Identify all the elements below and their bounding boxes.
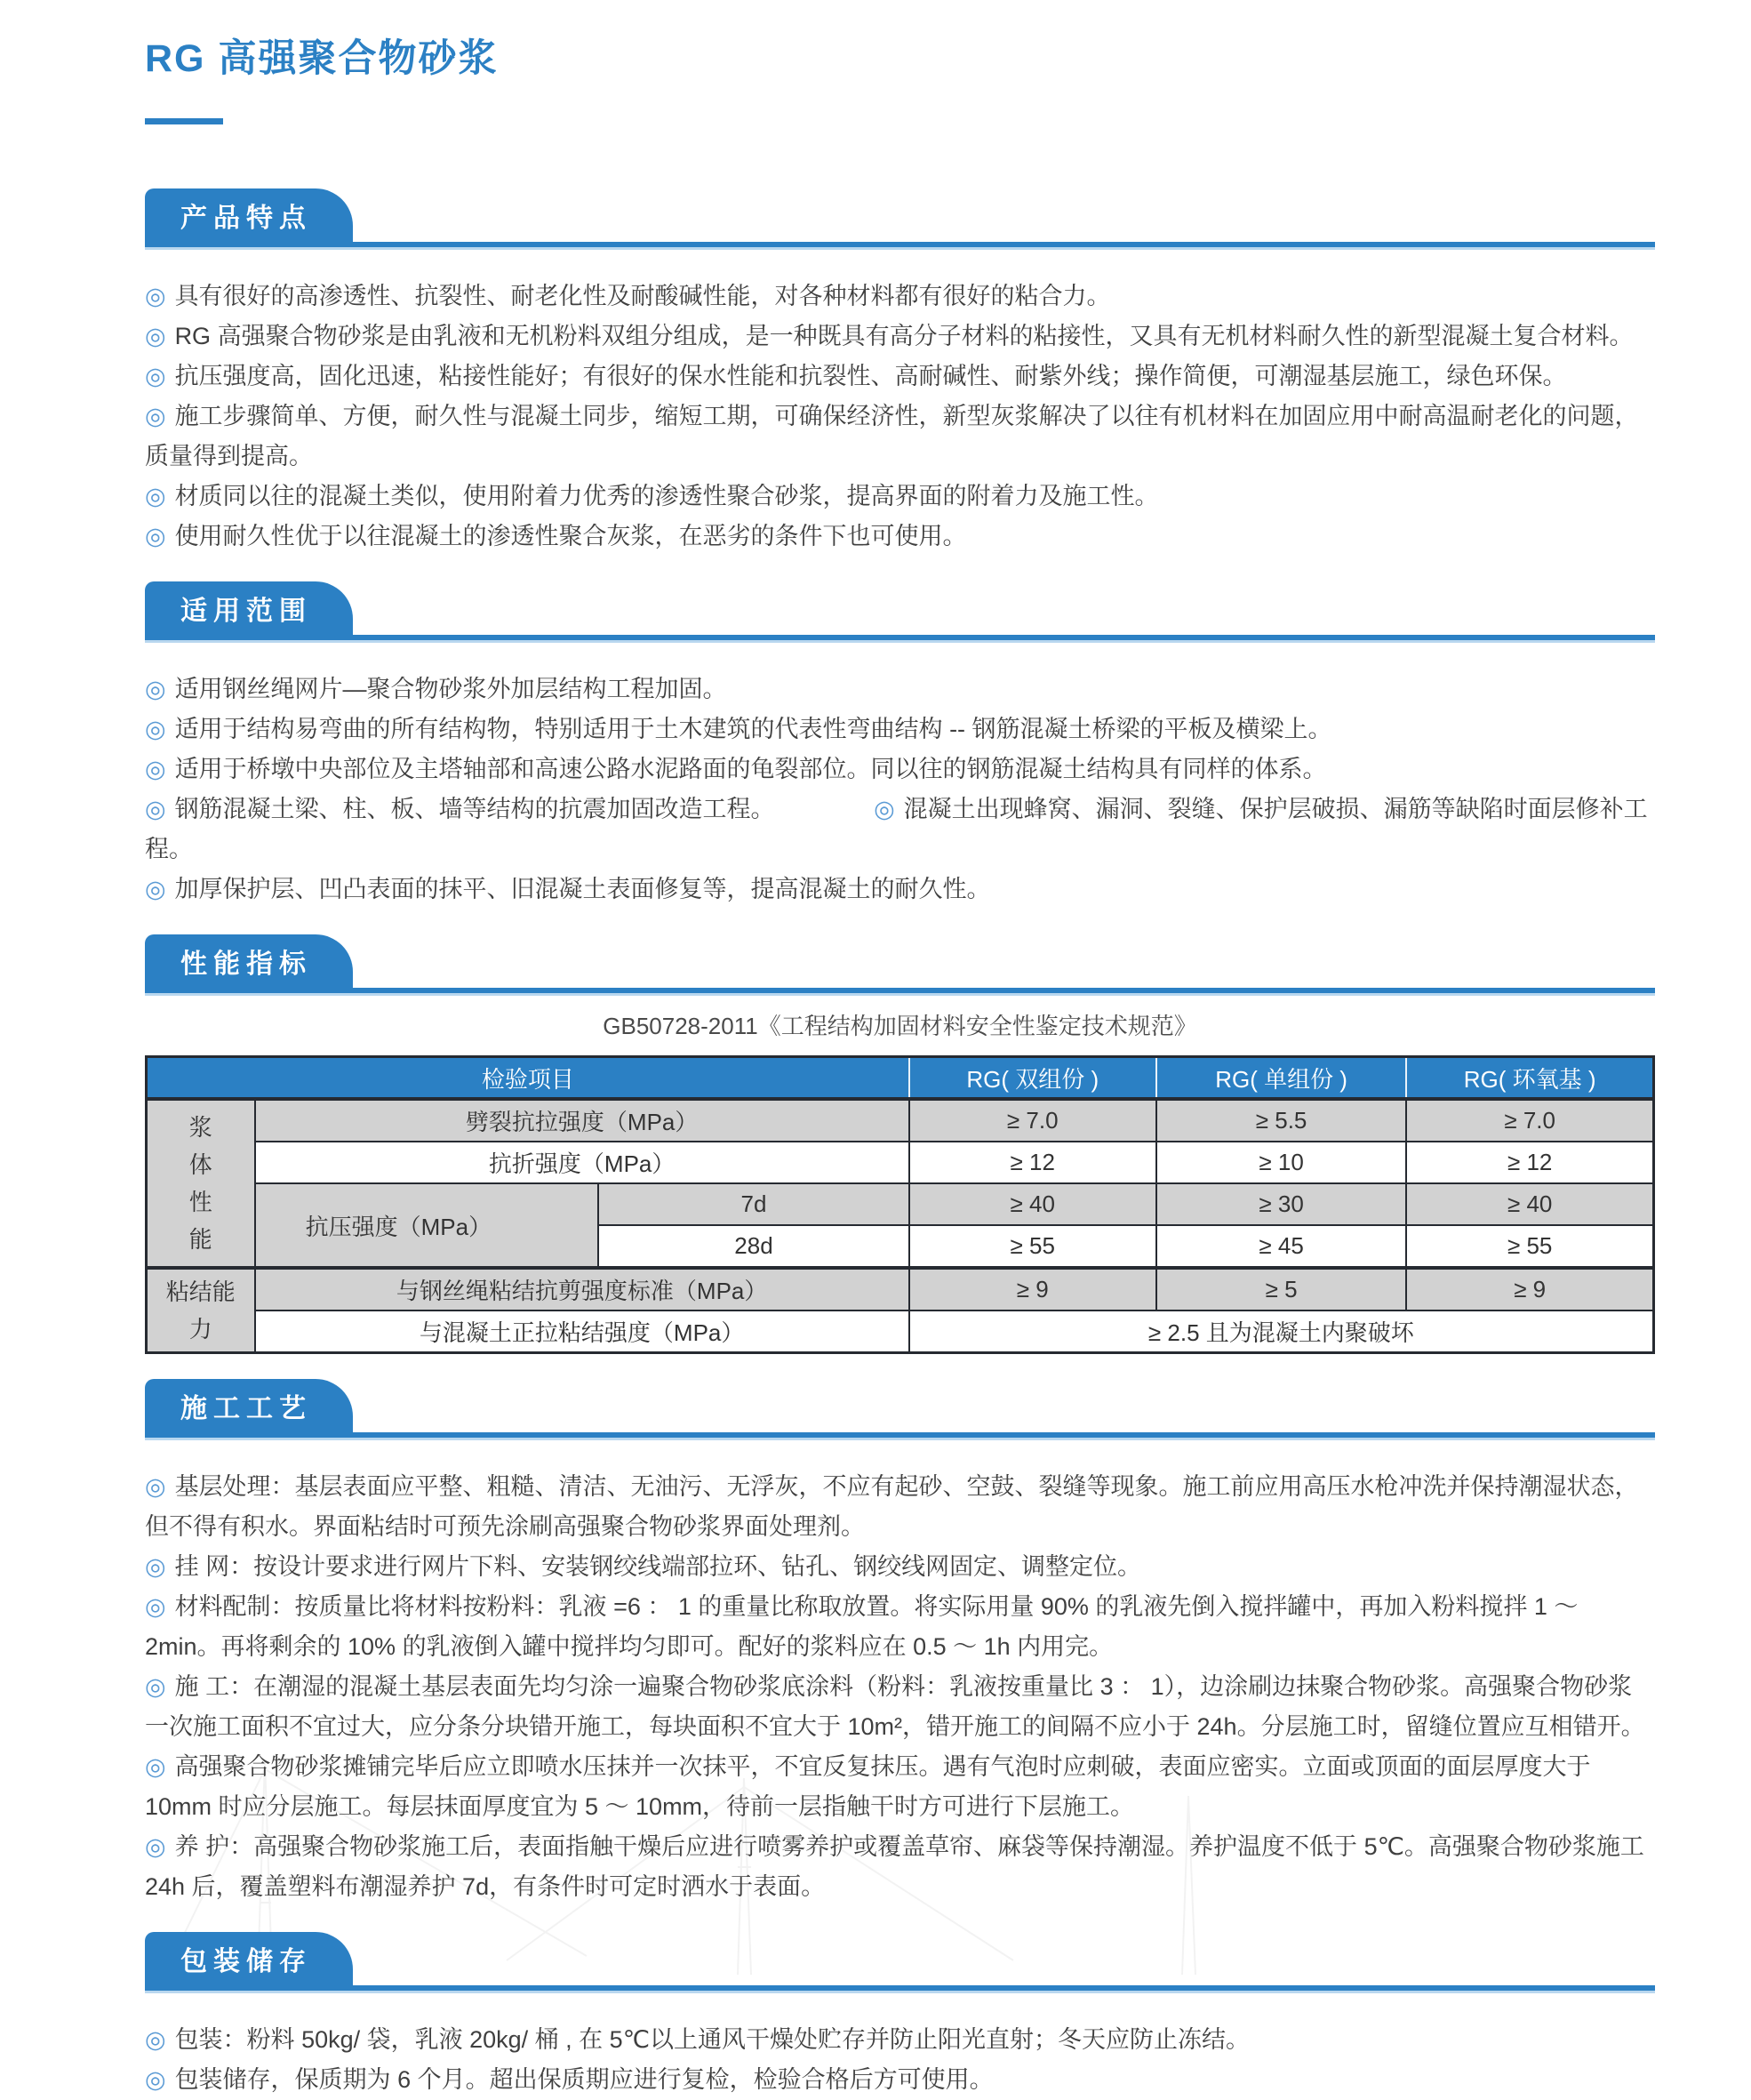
pair-left xyxy=(145,796,775,822)
table-row xyxy=(147,1310,1654,1353)
bullet-icon: ◎ xyxy=(145,283,166,309)
table-cell-item: 劈裂抗拉强度（MPa） xyxy=(255,1099,909,1142)
section-header xyxy=(145,934,1655,996)
section-badge-features xyxy=(145,188,353,242)
table-cell-value: ≥ 55 xyxy=(1406,1225,1653,1268)
bullet-icon: ◎ xyxy=(145,1473,166,1500)
list-item xyxy=(145,1587,1655,1667)
packaging-list xyxy=(145,2020,1655,2100)
group-label-line: 粘结能 xyxy=(165,1278,236,1305)
table-cell-value-span: ≥ 2.5 且为混凝土内聚破坏 xyxy=(909,1310,1654,1353)
table-cell-value: ≥ 5 xyxy=(1156,1268,1407,1310)
group-label-line: 能 xyxy=(188,1226,212,1253)
list-item xyxy=(145,397,1655,477)
section-header xyxy=(145,581,1655,643)
bullet-text: 适用钢丝绳网片—聚合物砂浆外加层结构工程加固。 xyxy=(174,676,727,702)
section-rule xyxy=(145,1985,1655,1993)
bullet-icon: ◎ xyxy=(145,716,166,742)
section-badge-process xyxy=(145,1379,353,1432)
bullet-text: 钢筋混凝土梁、柱、板、墙等结构的抗震加固改造工程。 xyxy=(174,796,775,822)
bullet-icon: ◎ xyxy=(145,523,166,549)
section-heading-packaging: 包装储存 xyxy=(180,1947,312,1976)
bullet-text: 基层处理：基层表面应平整、粗糙、清洁、无油污、无浮灰，不应有起砂、空鼓、裂缝等现象。施工前应用高压水枪冲洗并保持潮湿状态，但不得有积水。界面粘结时可预先涂刷高强聚合物砂浆界面处理剂。 xyxy=(145,1473,1639,1540)
bullet-icon: ◎ xyxy=(145,676,166,702)
section-heading-performance: 性能指标 xyxy=(180,950,312,979)
table-cell-value: ≥ 12 xyxy=(1406,1142,1653,1183)
bullet-icon: ◎ xyxy=(145,1593,166,1620)
table-row xyxy=(147,1183,1654,1225)
section-rule xyxy=(145,242,1655,250)
bullet-text: 材料配制：按质量比将材料按粉料：乳液 =6 ： 1 的重量比称取放置。将实际用量 90% 的乳液先倒入搅拌罐中，再加入粉料搅拌 1 ～ 2min。再将剩余的 10% 的乳液倒入罐中搅拌均匀即可。配好的浆料应在 0.5 ～ 1h 内用完。 xyxy=(145,1593,1579,1660)
table-cell-value: ≥ 40 xyxy=(1406,1183,1653,1225)
group-label-line: 力 xyxy=(188,1316,212,1343)
bullet-icon: ◎ xyxy=(145,483,166,509)
table-cell-value: ≥ 9 xyxy=(1406,1268,1653,1310)
section-rule xyxy=(145,635,1655,643)
table-cell-value: ≥ 40 xyxy=(909,1183,1156,1225)
bullet-icon: ◎ xyxy=(145,2026,166,2053)
table-cell-sub: 28d xyxy=(598,1225,908,1268)
list-item xyxy=(145,357,1655,397)
section-heading-features: 产品特点 xyxy=(180,204,312,233)
bullet-text: 适用于结构易弯曲的所有结构物，特别适用于土木建筑的代表性弯曲结构 -- 钢筋混凝土桥梁的平板及横梁上。 xyxy=(174,716,1332,742)
table-cell-value: ≥ 7.0 xyxy=(909,1099,1156,1142)
section-heading-scope: 适用范围 xyxy=(180,597,312,626)
process-list xyxy=(145,1467,1655,1907)
list-item xyxy=(145,477,1655,517)
bullet-text: 施工步骤简单、方便，耐久性与混凝土同步，缩短工期，可确保经济性，新型灰浆解决了以往有机材料在加固应用中耐高温耐老化的问题，质量得到提高。 xyxy=(145,403,1639,469)
list-item xyxy=(145,1747,1655,1827)
section-rule xyxy=(145,988,1655,996)
list-item xyxy=(145,2060,1655,2100)
bullet-text: 施 工：在潮湿的混凝土基层表面先均匀涂一遍聚合物砂浆底涂料（粉料：乳液按重量比 3 ： 1），边涂刷边抹聚合物砂浆。高强聚合物砂浆一次施工面积不宜过大，应分条分块错开施工，每块面积不宜大于 10m²，错开施工的间隔不应小于 24h。分层施工时，留缝位置应互相错开。 xyxy=(145,1673,1645,1740)
bullet-icon: ◎ xyxy=(145,1833,166,1860)
scope-list xyxy=(145,669,1655,910)
list-item xyxy=(145,277,1655,317)
section-scope xyxy=(145,581,1655,910)
bullet-text: 养 护：高强聚合物砂浆施工后，表面指触干燥后应进行喷雾养护或覆盖草帘、麻袋等保持潮湿。养护温度不低于 5℃。高强聚合物砂浆施工 24h 后，覆盖塑料布潮湿养护 7d，有条件时可定时洒水于表面。 xyxy=(145,1833,1644,1900)
table-row xyxy=(147,1099,1654,1142)
group-label-line: 体 xyxy=(188,1151,212,1178)
bullet-text: 高强聚合物砂浆摊铺完毕后应立即喷水压抹并一次抹平，不宜反复抹压。遇有气泡时应刺破，表面应密实。立面或顶面的面层厚度大于 10mm 时应分层施工。每层抹面厚度宜为 5 ～ 10mm，待前一层指触干时方可进行下层施工。 xyxy=(145,1753,1591,1820)
performance-table xyxy=(145,1055,1655,1354)
row-group-label xyxy=(147,1099,255,1268)
bullet-icon: ◎ xyxy=(145,796,166,822)
bullet-icon: ◎ xyxy=(145,363,166,389)
bullet-text: 包装：粉料 50kg/ 袋，乳液 20kg/ 桶 , 在 5℃以上通风干燥处贮存并防止阳光直射；冬天应防止冻结。 xyxy=(174,2026,1251,2053)
table-cell-item: 抗压强度（MPa） xyxy=(255,1183,599,1268)
section-packaging xyxy=(145,1932,1655,2100)
bullet-icon: ◎ xyxy=(145,403,166,429)
list-item-pair xyxy=(145,790,1655,870)
group-label-line: 性 xyxy=(188,1189,212,1215)
list-item xyxy=(145,517,1655,557)
column-header: RG( 环氧基 ) xyxy=(1406,1057,1653,1100)
column-header: RG( 单组份 ) xyxy=(1156,1057,1407,1100)
bullet-text: 加厚保护层、凹凸表面的抹平、旧混凝土表面修复等，提高混凝土的耐久性。 xyxy=(174,876,991,902)
bullet-icon: ◎ xyxy=(874,796,895,822)
section-header xyxy=(145,1932,1655,1993)
table-cell-value: ≥ 45 xyxy=(1156,1225,1407,1268)
list-item xyxy=(145,749,1655,790)
features-list xyxy=(145,277,1655,557)
bullet-text: 抗压强度高，固化迅速，粘接性能好；有很好的保水性能和抗裂性、高耐碱性、耐紫外线；操作简便，可潮湿基层施工，绿色环保。 xyxy=(174,363,1567,389)
bullet-icon: ◎ xyxy=(145,323,166,349)
column-header: 检验项目 xyxy=(147,1057,909,1100)
bullet-icon: ◎ xyxy=(145,876,166,902)
section-badge-scope xyxy=(145,581,353,635)
list-item xyxy=(145,709,1655,749)
list-item xyxy=(145,1827,1655,1907)
section-rule xyxy=(145,1432,1655,1440)
table-cell-value: ≥ 55 xyxy=(909,1225,1156,1268)
title-underline xyxy=(145,118,223,124)
section-header xyxy=(145,1379,1655,1440)
list-item xyxy=(145,317,1655,357)
table-cell-value: ≥ 5.5 xyxy=(1156,1099,1407,1142)
bullet-text: RG 高强聚合物砂浆是由乳液和无机粉料双组分组成，是一种既具有高分子材料的粘接性，又具有无机材料耐久性的新型混凝土复合材料。 xyxy=(174,323,1634,349)
bullet-icon: ◎ xyxy=(145,1753,166,1780)
table-cell-value: ≥ 7.0 xyxy=(1406,1099,1653,1142)
page-title: RG 高强聚合物砂浆 xyxy=(145,37,499,80)
bullet-text: 材质同以往的混凝土类似，使用附着力优秀的渗透性聚合砂浆，提高界面的附着力及施工性。 xyxy=(174,483,1159,509)
list-item xyxy=(145,1467,1655,1547)
table-header-row xyxy=(147,1057,1654,1100)
bullet-icon: ◎ xyxy=(145,1553,166,1580)
bullet-icon: ◎ xyxy=(145,1673,166,1700)
table-caption: GB50728-2011《工程结构加固材料安全性鉴定技术规范》 xyxy=(603,1013,1197,1039)
row-group-label xyxy=(147,1268,255,1353)
bullet-icon: ◎ xyxy=(145,2066,166,2093)
bullet-text: 使用耐久性优于以往混凝土的渗透性聚合灰浆，在恶劣的条件下也可使用。 xyxy=(174,523,967,549)
table-cell-sub: 7d xyxy=(598,1183,908,1225)
group-label-line: 浆 xyxy=(188,1114,212,1141)
table-cell-item: 抗折强度（MPa） xyxy=(255,1142,909,1183)
table-row xyxy=(147,1268,1654,1310)
table-cell-value: ≥ 9 xyxy=(909,1268,1156,1310)
table-cell-item: 与混凝土正拉粘结强度（MPa） xyxy=(255,1310,909,1353)
section-header xyxy=(145,188,1655,250)
table-cell-value: ≥ 12 xyxy=(909,1142,1156,1183)
list-item xyxy=(145,1667,1655,1747)
list-item xyxy=(145,2020,1655,2060)
list-item xyxy=(145,669,1655,709)
bullet-text: 混凝土出现蜂窝、漏洞、裂缝、保护层破损、漏筋等缺陷时面层修补工程。 xyxy=(145,796,1648,862)
column-header: RG( 双组份 ) xyxy=(909,1057,1156,1100)
list-item xyxy=(145,1547,1655,1587)
bullet-icon: ◎ xyxy=(145,756,166,782)
table-cell-value: ≥ 30 xyxy=(1156,1183,1407,1225)
section-features xyxy=(145,188,1655,557)
section-performance xyxy=(145,934,1655,1354)
table-cell-item: 与钢丝绳粘结抗剪强度标准（MPa） xyxy=(255,1268,909,1310)
section-badge-performance xyxy=(145,934,353,988)
table-row xyxy=(147,1142,1654,1183)
list-item xyxy=(145,870,1655,910)
bullet-text: 挂 网：按设计要求进行网片下料、安装钢绞线端部拉环、钻孔、钢绞线网固定、调整定位。 xyxy=(174,1553,1142,1580)
bullet-text: 适用于桥墩中央部位及主塔轴部和高速公路水泥路面的龟裂部位。同以往的钢筋混凝土结构具有同样的体系。 xyxy=(174,756,1327,782)
table-cell-value: ≥ 10 xyxy=(1156,1142,1407,1183)
bullet-text: 包装储存，保质期为 6 个月。超出保质期应进行复检，检验合格后方可使用。 xyxy=(174,2066,994,2093)
section-process xyxy=(145,1379,1655,1907)
bullet-text: 具有很好的高渗透性、抗裂性、耐老化性及耐酸碱性能，对各种材料都有很好的粘合力。 xyxy=(174,283,1111,309)
section-badge-packaging xyxy=(145,1932,353,1985)
section-heading-process: 施工工艺 xyxy=(180,1394,312,1423)
